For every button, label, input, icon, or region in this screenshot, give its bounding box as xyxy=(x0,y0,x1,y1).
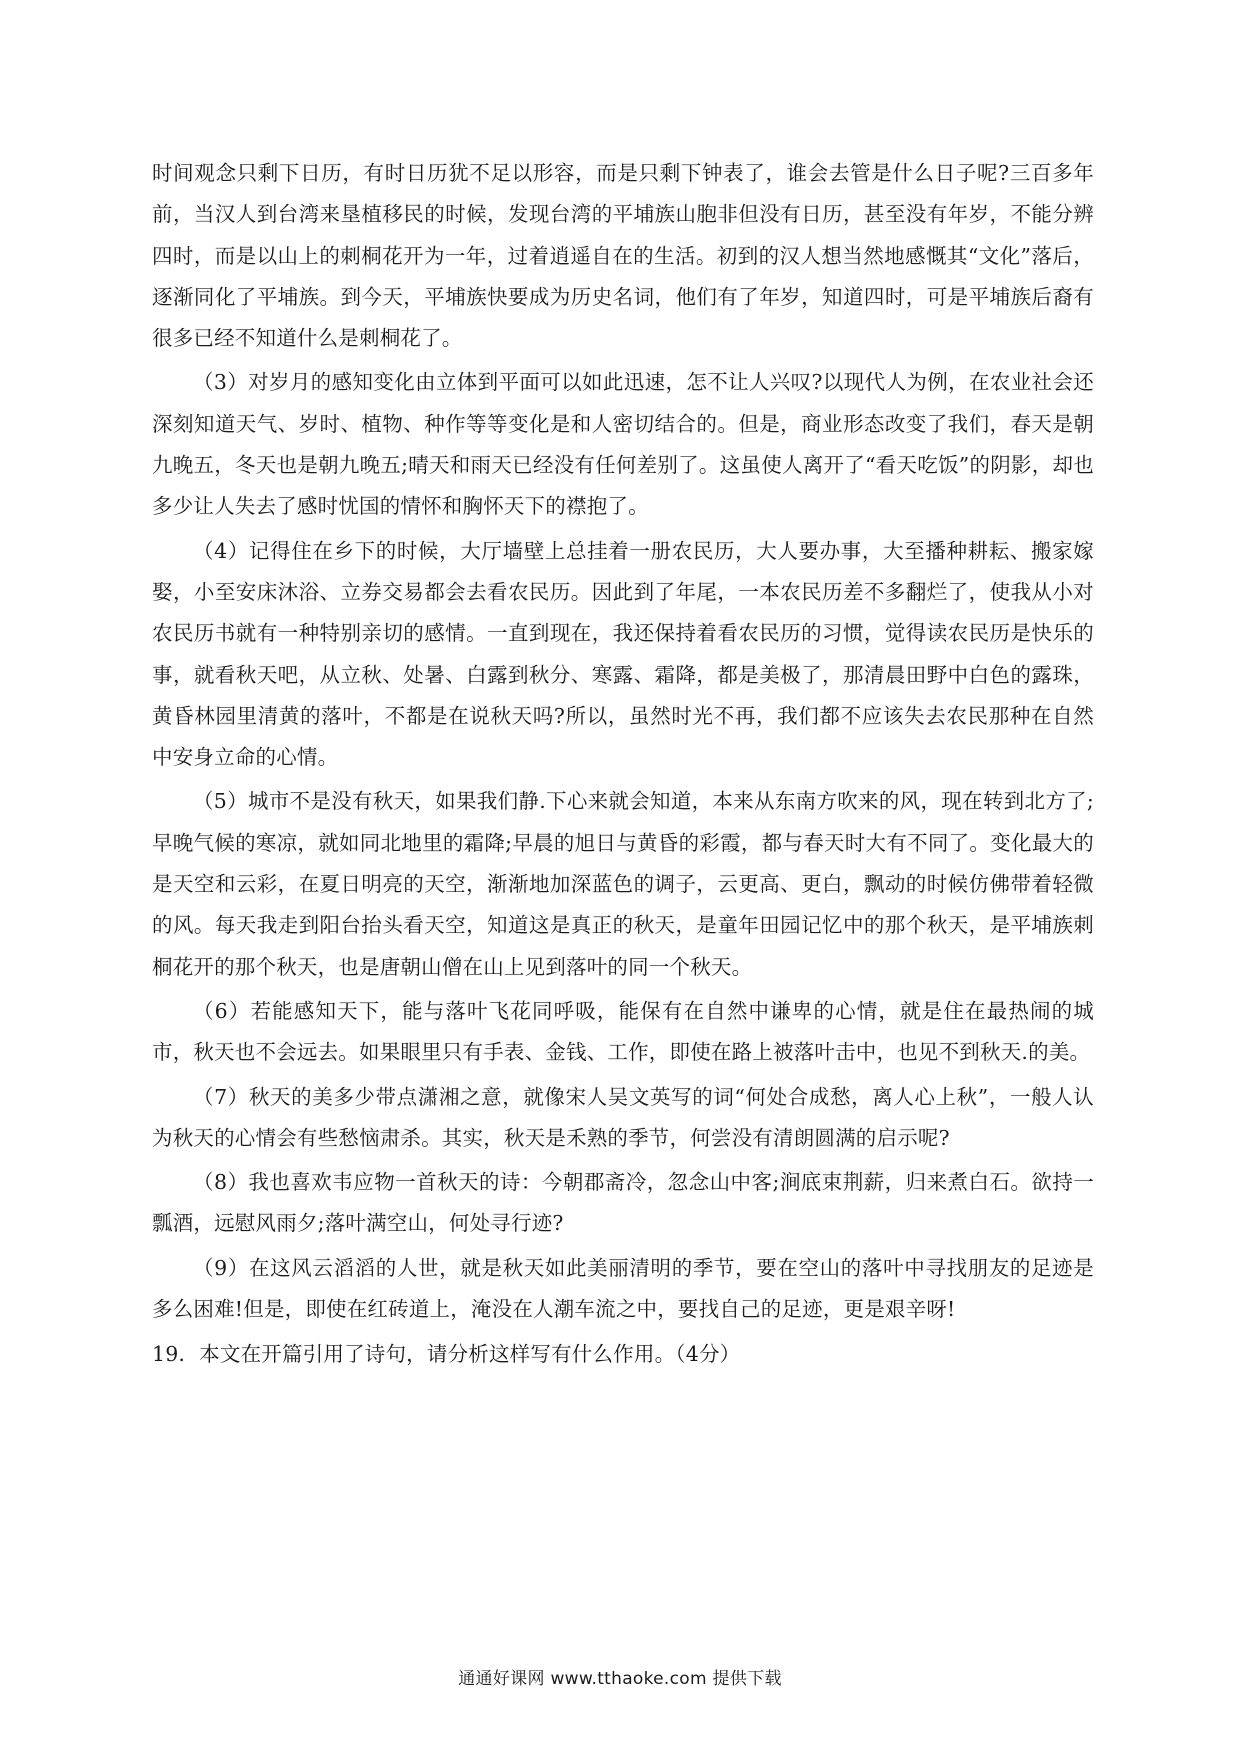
paragraph-3: （3）对岁月的感知变化由立体到平面可以如此迅速，怎不让人兴叹?以现代人为例，在农业社会还深刻知道天气、岁时、植物、种作等等变化是和人密切结合的。但是，商业形态改变了我们，春天是朝九晚五，冬天也是朝九晚五;晴天和雨天已经没有任何差别了。这虽使人离开了“看天吃饭”的阴影，却也多少让人失去了感时忧国的情怀和胸怀天下的襟抱了。 xyxy=(152,370,1094,519)
paragraph-7: （7）秋天的美多少带点潇湘之意，就像宋人吴文英写的词“何处合成愁，离人心上秋”，一般人认为秋天的心情会有些愁恼肃杀。其实，秋天是禾熟的季节，何尝没有清朗圆满的启示呢? xyxy=(152,1084,1094,1150)
article-body xyxy=(152,153,1094,1376)
paragraph-8: （8）我也喜欢韦应物一首秋天的诗：今朝郡斋冷，忽念山中客;涧底束荆薪，归来煮白石。欲持一瓢酒，远慰风雨夕;落叶满空山，何处寻行迹? xyxy=(152,1170,1094,1236)
paragraph-6: （6）若能感知天下，能与落叶飞花同呼吸，能保有在自然中谦卑的心情，就是住在最热闹的城市，秋天也不会远去。如果眼里只有手表、金钱、工作，即使在路上被落叶击中，也见不到秋天.的美。 xyxy=(152,998,1094,1065)
question-19: 19．本文在开篇引用了诗句，请分析这样写有什么作用。（4分） xyxy=(152,1342,741,1367)
paragraph-9: （9）在这风云滔滔的人世，就是秋天如此美丽清明的季节，要在空山的落叶中寻找朋友的足迹是多么困难!但是，即使在红砖道上，淹没在人潮车流之中，要找自己的足迹，更是艰辛呀! xyxy=(152,1255,1094,1322)
paragraph-continuation: 时间观念只剩下日历，有时日历犹不足以形容，而是只剩下钟表了，谁会去管是什么日子呢?三百多年前，当汉人到台湾来垦植移民的时候，发现台湾的平埔族山胞非但没有日历，甚至没有年岁，不能分辨四时，而是以山上的刺桐花开为一年，过着逍遥自在的生活。初到的汉人想当然地感慨其“文化”落后，逐渐同化了平埔族。到今天，平埔族快要成为历史名词，他们有了年岁，知道四时，可是平埔族后裔有很多已经不知道什么是刺桐花了。 xyxy=(152,161,1094,351)
paragraph-4: （4）记得住在乡下的时候，大厅墙壁上总挂着一册农民历，大人要办事，大至播种耕耘、搬家嫁娶，小至安床沐浴、立券交易都会去看农民历。因此到了年尾，一本农民历差不多翻烂了，使我从小对农民历书就有一种特别亲切的感情。一直到现在，我还保持着看农民历的习惯，觉得读农民历是快乐的事，就看秋天吧，从立秋、处暑、白露到秋分、寒露、霜降，都是美极了，那清晨田野中白色的露珠，黄昏林园里清黄的落叶，不都是在说秋天吗?所以，虽然时光不再，我们都不应该失去农民那种在自然中安身立命的心情。 xyxy=(152,538,1094,770)
footer-credit: 通通好课网 www.tthaoke.com 提供下载 xyxy=(458,1669,782,1689)
paragraph-5: （5）城市不是没有秋天，如果我们静.下心来就会知道，本来从东南方吹来的风，现在转到北方了;早晚气候的寒凉，就如同北地里的霜降;早晨的旭日与黄昏的彩霞，都与春天时大有不同了。变化最大的是天空和云彩，在夏日明亮的天空，渐渐地加深蓝色的调子，云更高、更白，飘动的时候仿佛带着轻微的风。每天我走到阳台抬头看天空，知道这是真正的秋天，是童年田园记忆中的那个秋天，是平埔族刺桐花开的那个秋天，也是唐朝山僧在山上见到落叶的同一个秋天。 xyxy=(152,789,1094,979)
